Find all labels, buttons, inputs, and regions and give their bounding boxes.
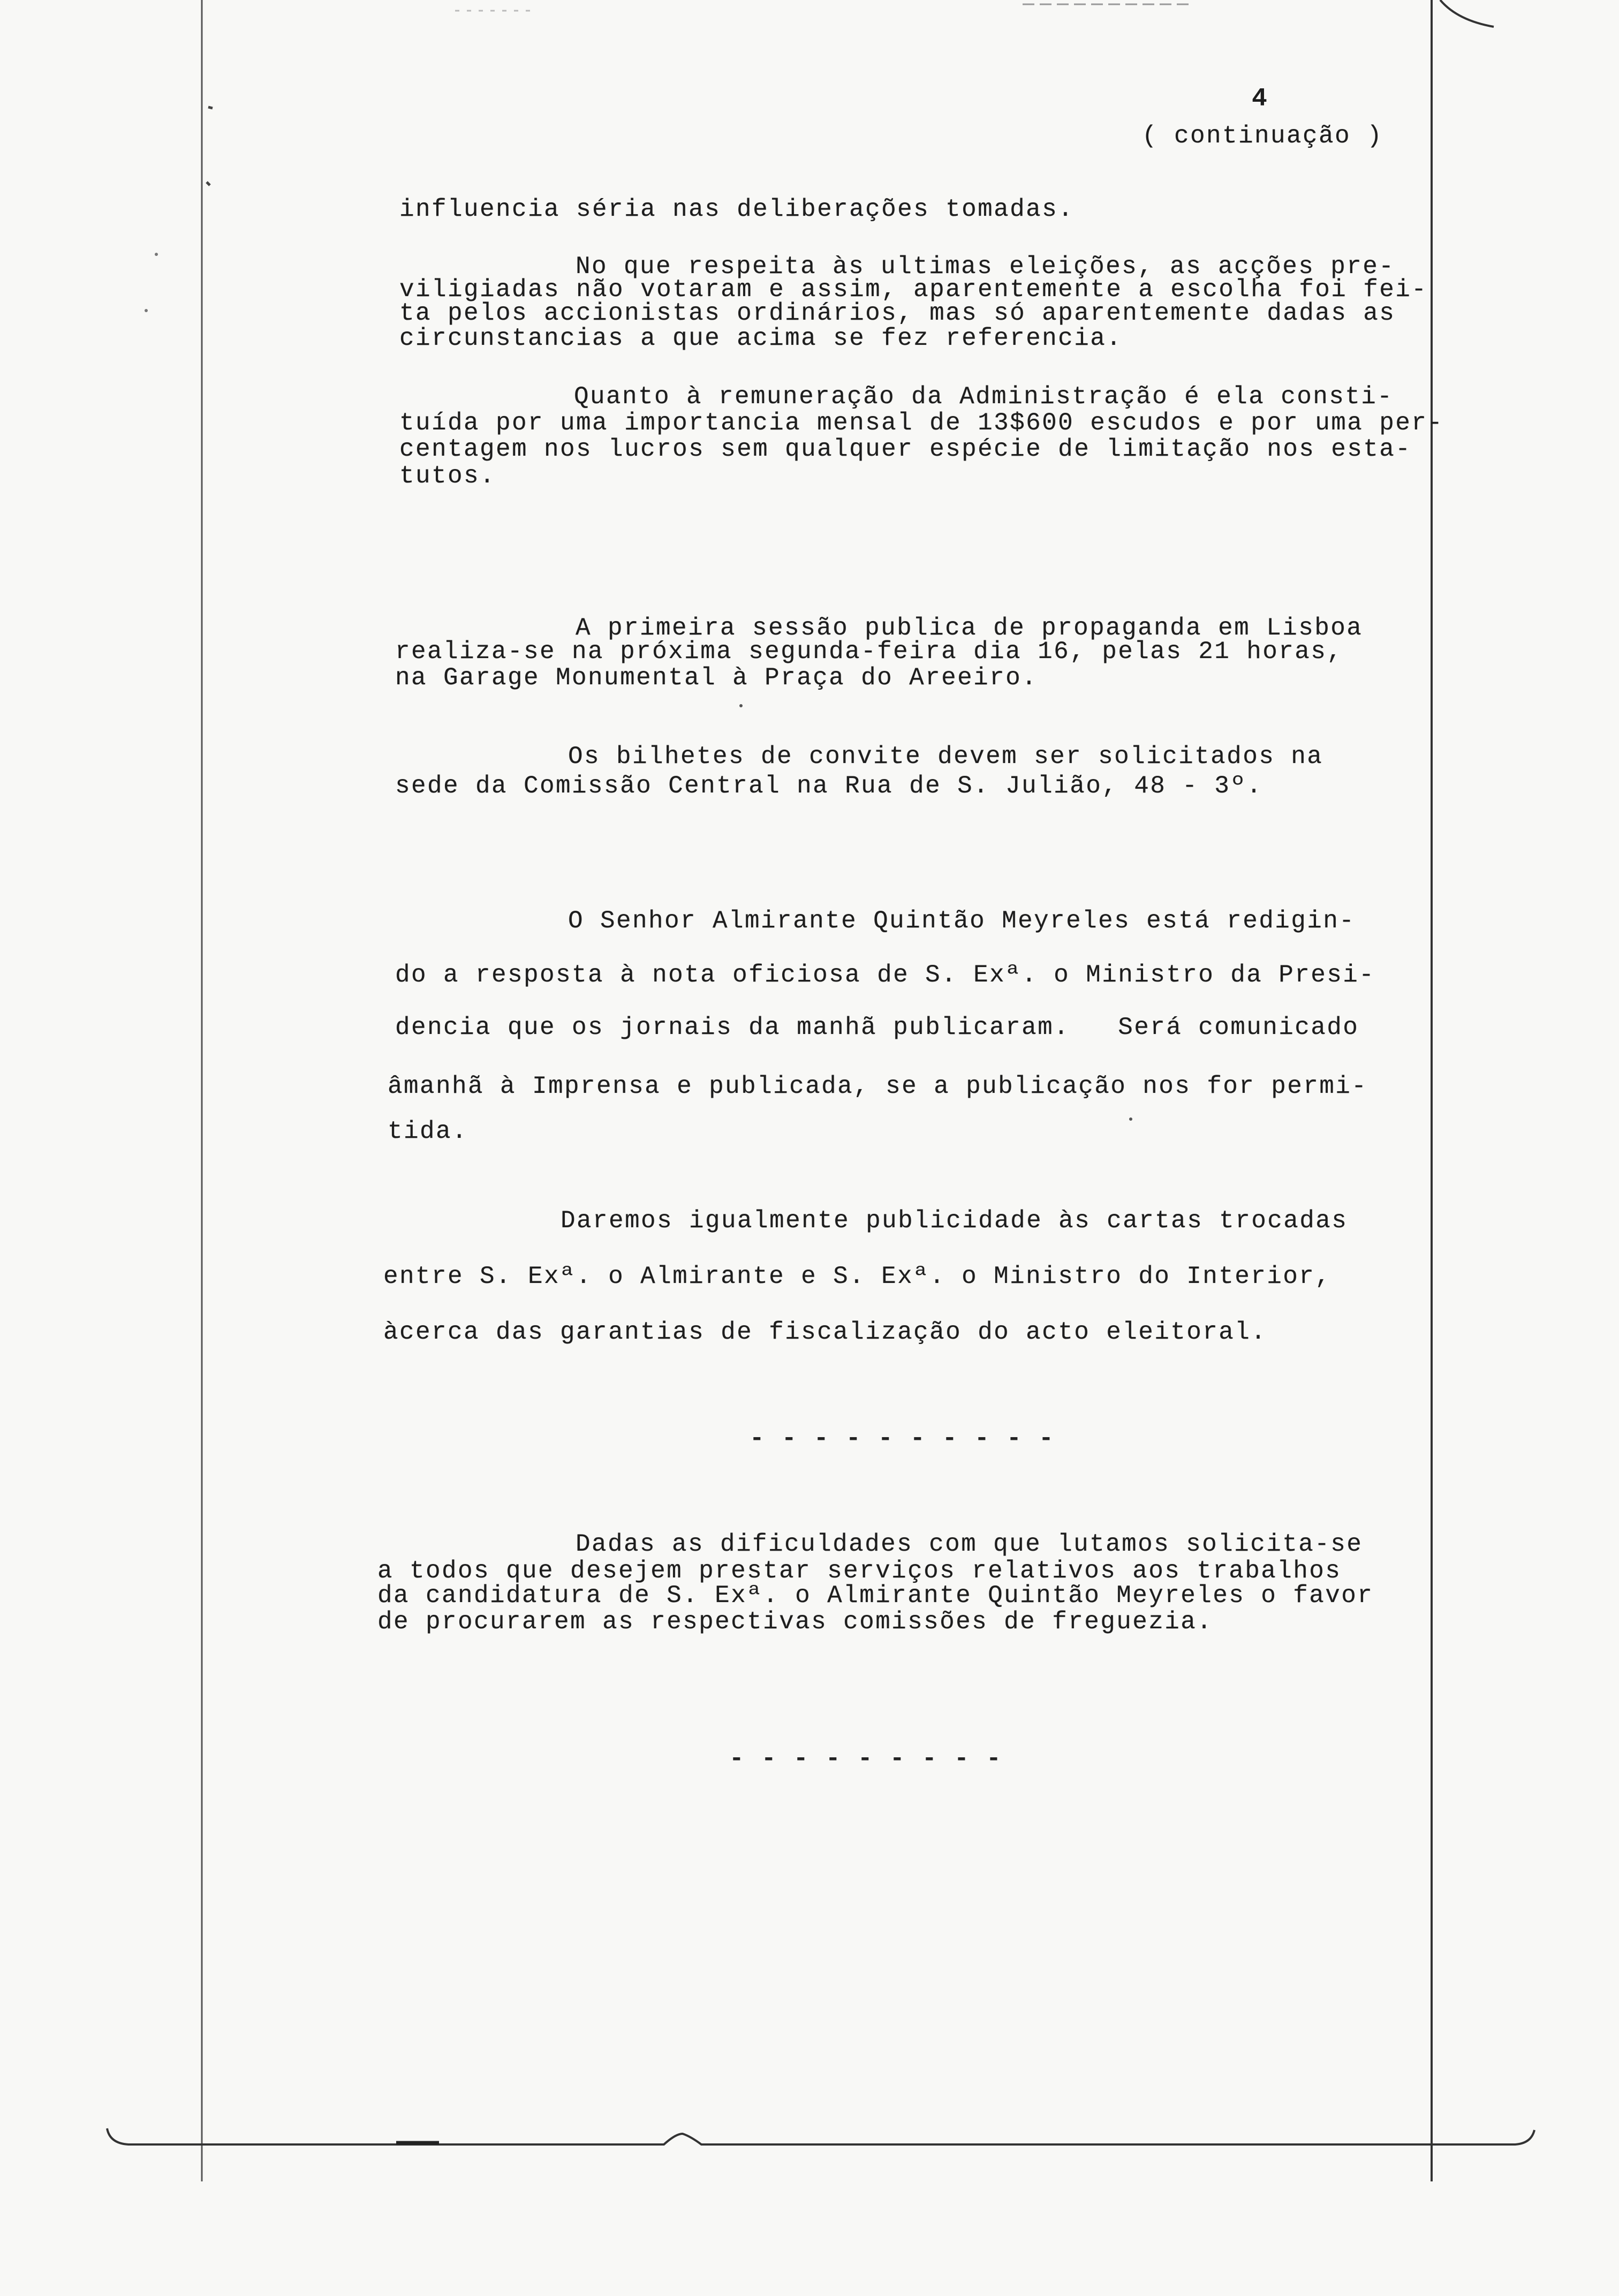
text-line: circunstancias a que acima se fez referencia. [399,324,1123,352]
text-line: do a resposta à nota oficiosa de S. Exª. o Ministro da Presi- [395,961,1375,989]
text-line: de procurarem as respectivas comissões de freguezia. [377,1608,1213,1636]
text-line: tutos. [399,462,496,490]
text-line: Daremos igualmente publicidade às cartas trocadas [561,1207,1348,1235]
text-line: Dadas as dificuldades com que lutamos solicita-se [576,1530,1363,1558]
text-line: viligiadas não votaram e assim, aparentemente a escolha foi fei- [399,276,1428,304]
text-line: tida. [388,1117,468,1145]
text-line: O Senhor Almirante Quintão Meyreles está redigin- [568,907,1356,935]
text-line: àcerca das garantias de fiscalização do acto eleitoral. [383,1318,1267,1346]
text-line: na Garage Monumental à Praça do Areeiro. [395,664,1038,692]
text-line: centagem nos lucros sem qualquer espécie de limitação nos esta- [399,435,1412,463]
separator-dashes: - - - - - - - - - - [750,1425,1055,1453]
text-line: âmanhã à Imprensa e publicada, se a publicação nos for permi- [388,1073,1368,1100]
text-line: tuída por uma importancia mensal de 13$600 escudos e por uma per- [399,409,1444,437]
separator-dashes: - - - - - - - - - [729,1745,1003,1773]
text-line: sede da Comissão Central na Rua de S. Julião, 48 - 3º. [395,772,1263,800]
continuation-label: ( continuação ) [1142,122,1383,150]
text-line: da candidatura de S. Exª. o Almirante Quintão Meyreles o favor [377,1582,1374,1610]
page-number: 4 [1252,85,1267,114]
text-line: A primeira sessão publica de propaganda em Lisboa [576,614,1363,642]
text-line: Quanto à remuneração da Administração é ela consti- [574,383,1394,411]
text-line: No que respeita às ultimas eleições, as acções pre- [576,253,1395,281]
text-line: ta pelos accionistas ordinários, mas só aparentemente dadas as [399,299,1396,327]
text-line: entre S. Exª. o Almirante e S. Exª. o Ministro do Interior, [383,1263,1331,1290]
text-line: dencia que os jornais da manhã publicaram. Será comunicado [395,1014,1359,1041]
text-line: Os bilhetes de convite devem ser solicitados na [568,743,1323,771]
text-line: a todos que desejem prestar serviços relativos aos trabalhos [377,1557,1342,1585]
text-line: influencia séria nas deliberações tomadas. [399,195,1075,223]
text-line: realiza-se na próxima segunda-feira dia 16, pelas 21 horas, [395,638,1343,666]
